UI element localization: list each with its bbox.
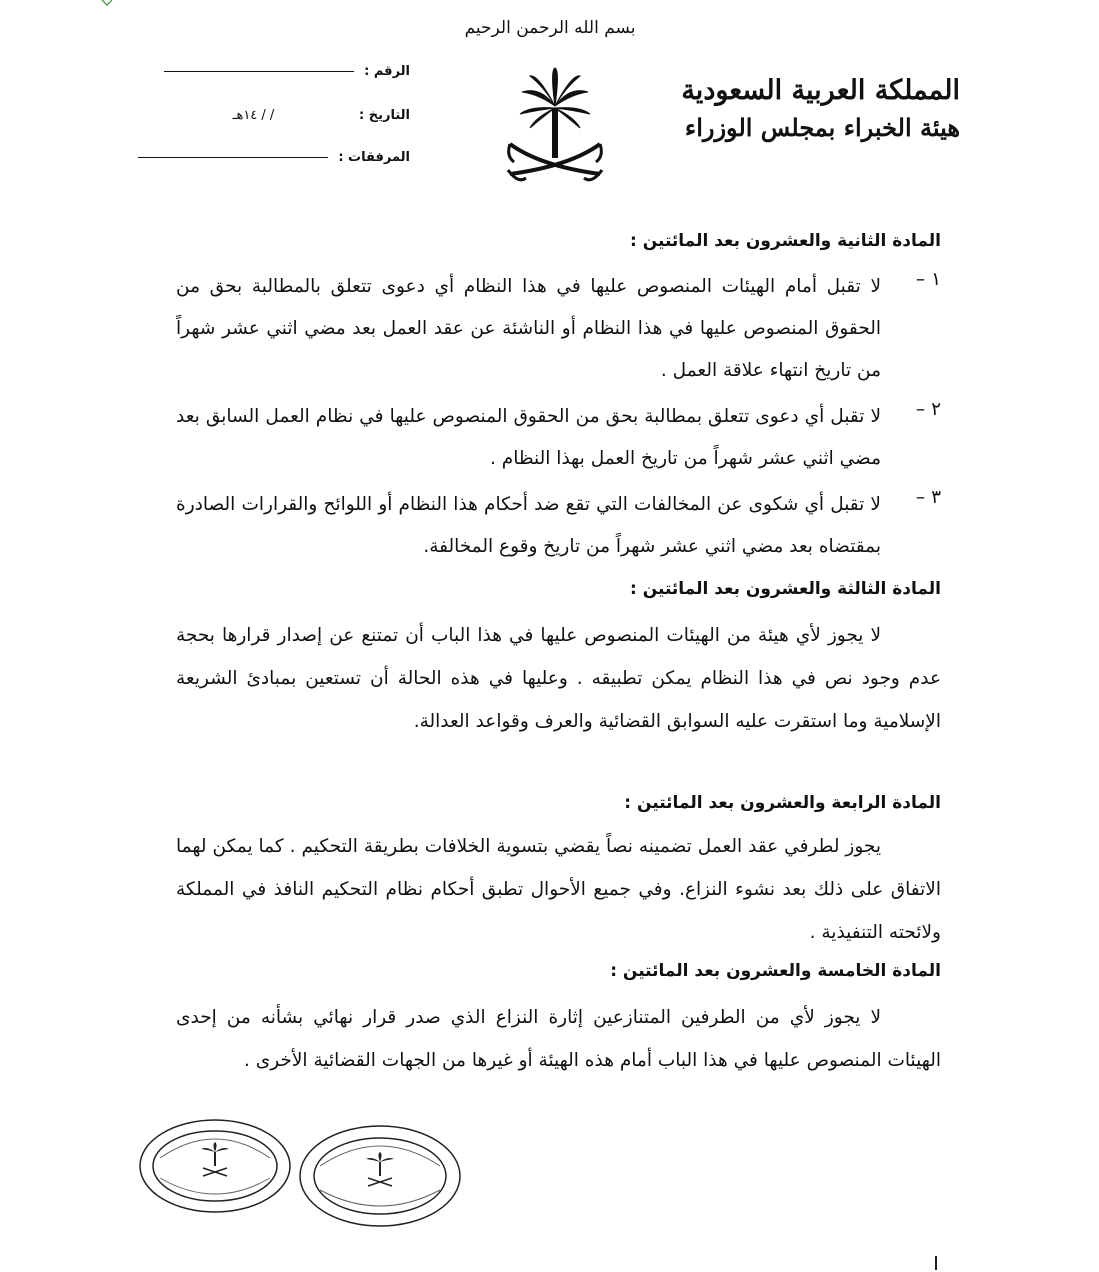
- item-number: ٣ –: [915, 487, 941, 508]
- attachments-label: المرفقات :: [338, 150, 410, 165]
- article-222: [176, 228, 941, 568]
- date-field: [158, 108, 410, 123]
- article-item: [176, 266, 941, 392]
- reference-line: [164, 71, 354, 72]
- article-heading: المادة الرابعة والعشرون بعد المائتين :: [624, 793, 941, 813]
- basmala: بسم الله الرحمن الرحيم: [464, 18, 636, 38]
- article-item: [176, 484, 941, 568]
- date-label: التاريخ :: [359, 108, 410, 123]
- attachments-field: [138, 150, 410, 165]
- item-text: لا تقبل أي دعوى تتعلق بمطالبة بحق من الحقوق المنصوص عليها في نظام العمل السابق بعد مضي اثني عشر شهراً من تاريخ العمل بهذا النظام .: [176, 406, 881, 469]
- article-225: [176, 958, 941, 1082]
- organization-line-2: هيئة الخبراء بمجلس الوزراء: [684, 113, 960, 142]
- item-text: لا تقبل أمام الهيئات المنصوص عليها في هذا النظام أي دعوى تتعلق بالمطالبة بحق من الحقوق المنصوص عليها في هذا النظام أو الناشئة عن عقد العمل بعد مضي اثني عشر شهراً من تاريخ انتهاء علاقة العمل .: [176, 276, 881, 381]
- article-heading: المادة الثانية والعشرون بعد المائتين :: [630, 231, 941, 251]
- article-paragraph: لا يجوز لأي هيئة من الهيئات المنصوص عليها في هذا الباب أن تمتنع عن إصدار قرارها بحجة عدم وجود نص في هذا النظام يمكن تطبيقه . وعليها في هذه الحالة أن تستعين بمبادئ الشريعة الإسلامية وما استقرت عليه السوابق القضائية والعرف وقواعد العدالة.: [176, 625, 941, 732]
- reference-label: الرقم :: [364, 64, 410, 79]
- margin-mark: [935, 1256, 937, 1270]
- date-value: / / ١٤هـ: [232, 108, 275, 123]
- article-heading: المادة الخامسة والعشرون بعد المائتين :: [610, 961, 941, 981]
- article-paragraph: لا يجوز لأي من الطرفين المتنازعين إثارة النزاع الذي صدر قرار نهائي بشأنه من إحدى الهيئات المنصوص عليها في هذا الباب أمام هذه الهيئة أو غيرها من الجهات القضائية الأخرى .: [176, 1007, 941, 1071]
- organization-line-1: المملكة العربية السعودية: [681, 75, 960, 106]
- saudi-emblem-icon: [500, 66, 610, 196]
- article-item: [176, 396, 941, 480]
- article-224: [176, 790, 941, 954]
- article-heading: المادة الثالثة والعشرون بعد المائتين :: [630, 579, 941, 599]
- attachments-line: [138, 157, 328, 158]
- reference-field: [164, 64, 410, 79]
- article-paragraph: يجوز لطرفي عقد العمل تضمينه نصاً يقضي بتسوية الخلافات بطريقة التحكيم . كما يمكن لهما الاتفاق على ذلك بعد نشوء النزاع. وفي جميع الأحوال تطبق أحكام نظام التحكيم النافذ في المملكة ولائحته التنفيذية .: [176, 836, 941, 943]
- corner-mark: [100, 0, 114, 6]
- item-text: لا تقبل أي شكوى عن المخالفات التي تقع ضد أحكام هذا النظام أو اللوائح والقرارات الصادرة بمقتضاه بعد مضي اثني عشر شهراً من تاريخ وقوع المخالفة.: [176, 494, 881, 557]
- item-number: ١ –: [915, 269, 941, 290]
- article-223: [176, 576, 941, 743]
- item-number: ٢ –: [915, 399, 941, 420]
- organization-title: [660, 72, 960, 146]
- official-seals: [135, 1118, 555, 1228]
